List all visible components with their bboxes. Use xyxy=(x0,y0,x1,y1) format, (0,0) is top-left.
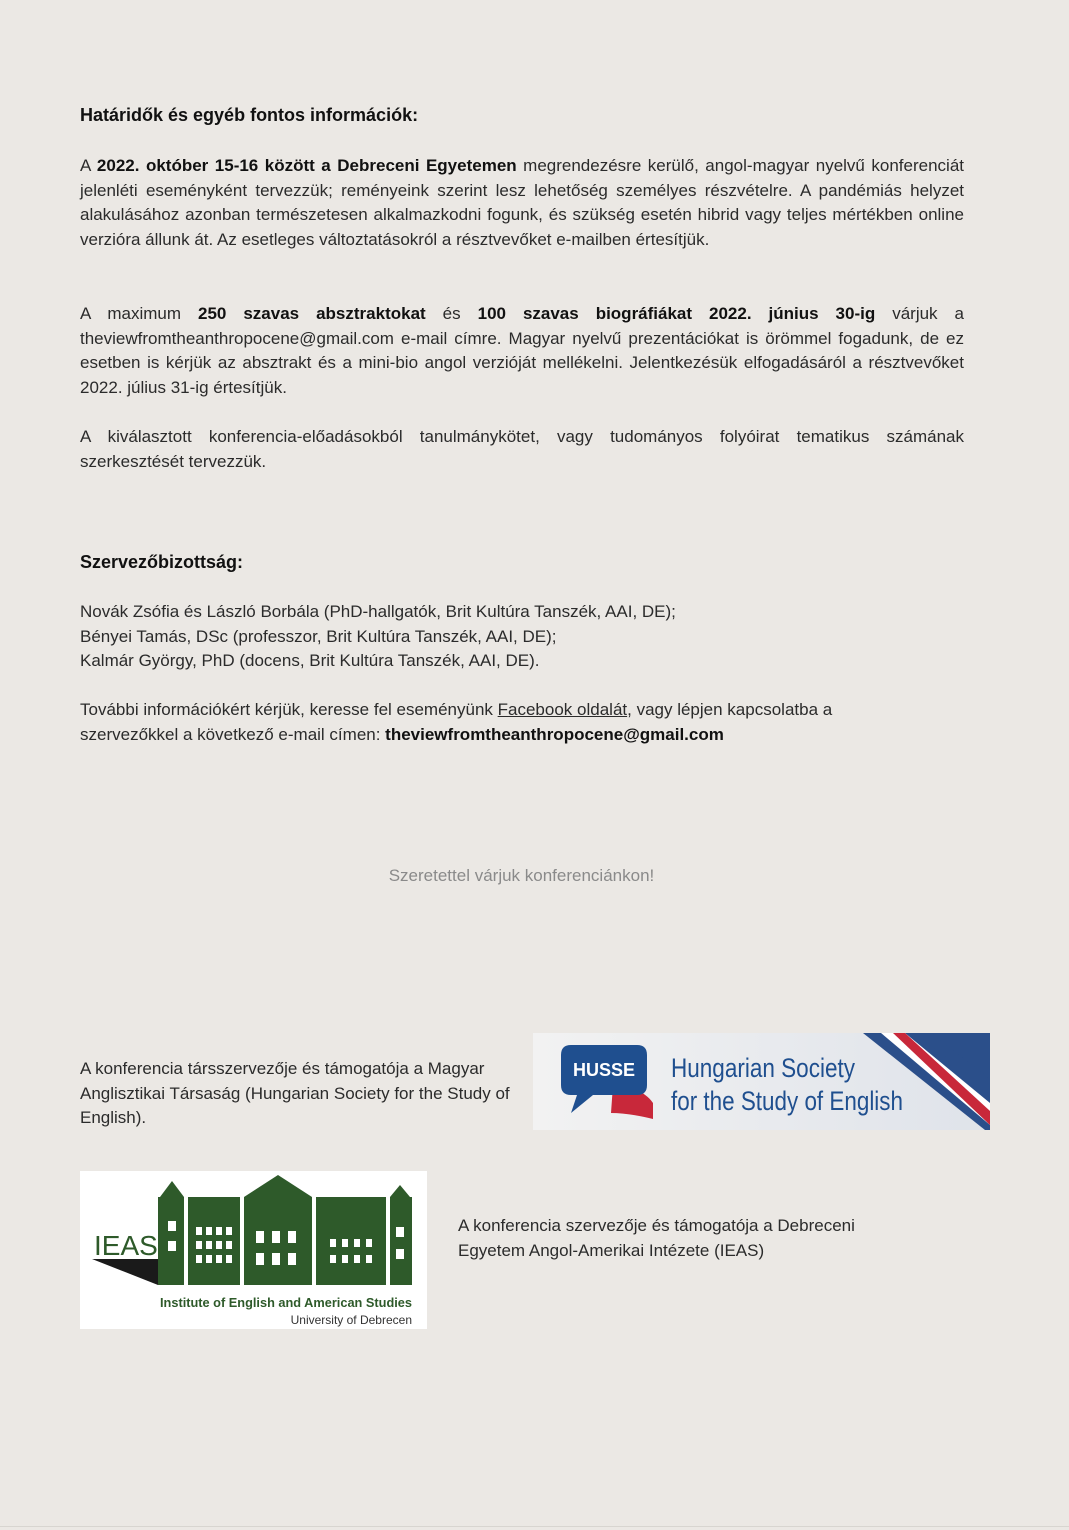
ieas-name: Institute of English and American Studies xyxy=(160,1295,412,1310)
contact-line-2 xyxy=(80,723,832,748)
committee-list xyxy=(80,600,676,674)
page-divider xyxy=(0,1526,1069,1527)
building-roof-center xyxy=(244,1175,312,1197)
contact-email[interactable]: theviewfromtheanthropocene@gmail.com xyxy=(385,724,724,744)
closing-message: Szeretettel várjuk konferenciánkon! xyxy=(388,866,655,885)
husse-line-2: for the Study of English xyxy=(671,1086,903,1116)
text-run: , vagy lépjen kapcsolatba a xyxy=(627,700,833,719)
deadlines-paragraph-3: A kiválasztott konferencia-előadásokból tanulmánykötet, vagy tudományos folyóirat tematikus számának szerkesztését tervezzük. xyxy=(80,427,964,471)
divider xyxy=(240,1197,244,1285)
divider xyxy=(386,1197,390,1285)
contact-paragraph xyxy=(80,698,832,747)
text-run: A maximum xyxy=(80,304,199,323)
text-run: További információkért kérjük, keresse fel eseményünk xyxy=(80,700,498,719)
bio-deadline: 100 szavas biográfiákat 2022. június 30-ig xyxy=(477,304,876,323)
deadlines-paragraph-2 xyxy=(80,302,964,400)
text-run: szervezőkkel a következő e-mail címen: xyxy=(80,724,386,744)
committee-member: Bényei Tamás, DSc (professzor, Brit Kultúra Tanszék, AAI, DE); xyxy=(80,626,557,646)
ieas-logo-graphic xyxy=(80,1171,427,1329)
ieas-logo xyxy=(80,1171,427,1329)
facebook-link[interactable]: Facebook oldalát xyxy=(497,700,628,719)
abstract-length: 250 szavas absztraktokat xyxy=(198,304,426,323)
text-run: A xyxy=(80,156,97,175)
husse-badge-text: HUSSE xyxy=(572,1060,636,1080)
husse-line-1: Hungarian Society xyxy=(671,1053,856,1083)
deadlines-paragraph-1 xyxy=(80,154,964,252)
committee-member: Novák Zsófia és László Borbála (PhD-hallgatók, Brit Kultúra Tanszék, AAI, DE); xyxy=(80,602,676,621)
text-run: megrendezésre kerülő, angol-magyar nyelvű konferenciát jelenléti eseményként tervezzük; reményeink szerint lesz lehetőség személyes részvételre. A pandémiás helyzet alakulásához azonban természetesen alkalmazkodni fogunk, és szükség esetén hibrid vagy teljes mértékben online verzióra állunk át. Az esetleges változtatásokról a résztvevőket e-mailben értesítjük. xyxy=(80,156,965,249)
divider xyxy=(312,1197,316,1285)
building-roof-left xyxy=(160,1181,184,1197)
divider xyxy=(184,1197,188,1285)
deadlines-heading: Határidők és egyéb fontos információk: xyxy=(80,105,419,125)
text-run: és xyxy=(425,304,478,323)
logo-wedge xyxy=(92,1259,158,1285)
committee-heading: Szervezőbizottság: xyxy=(80,552,244,572)
contact-line-1 xyxy=(80,698,832,723)
ieas-university: University of Debrecen xyxy=(290,1313,412,1327)
husse-logo-graphic xyxy=(533,1033,990,1130)
husse-logo xyxy=(533,1033,990,1130)
text-run: várjuk a theviewfromtheanthropocene@gmail.com e-mail címre. Magyar nyelvű prezentációkat is örömmel fogadunk, de ez esetben is kérjük az absztrakt és a mini-bio angol verzióját mellékelni. Jelentkezésük elfogadásáról a résztvevőket 2022. július 31-ig értesítjük. xyxy=(80,304,964,397)
building-roof-right xyxy=(390,1185,410,1197)
ieas-acronym: IEAS xyxy=(94,1230,158,1261)
ieas-description: A konferencia szervezője és támogatója a Debreceni Egyetem Angol-Amerikai Intézete (IEAS) xyxy=(458,1216,855,1260)
committee-member: Kalmár György, PhD (docens, Brit Kultúra Tanszék, AAI, DE). xyxy=(80,651,540,670)
conference-date-place: 2022. október 15-16 között a Debreceni Egyetemen xyxy=(96,156,517,175)
husse-description: A konferencia társszervezője és támogatója a Magyar Anglisztikai Társaság (Hungarian Society for the Study of English). xyxy=(80,1059,510,1127)
